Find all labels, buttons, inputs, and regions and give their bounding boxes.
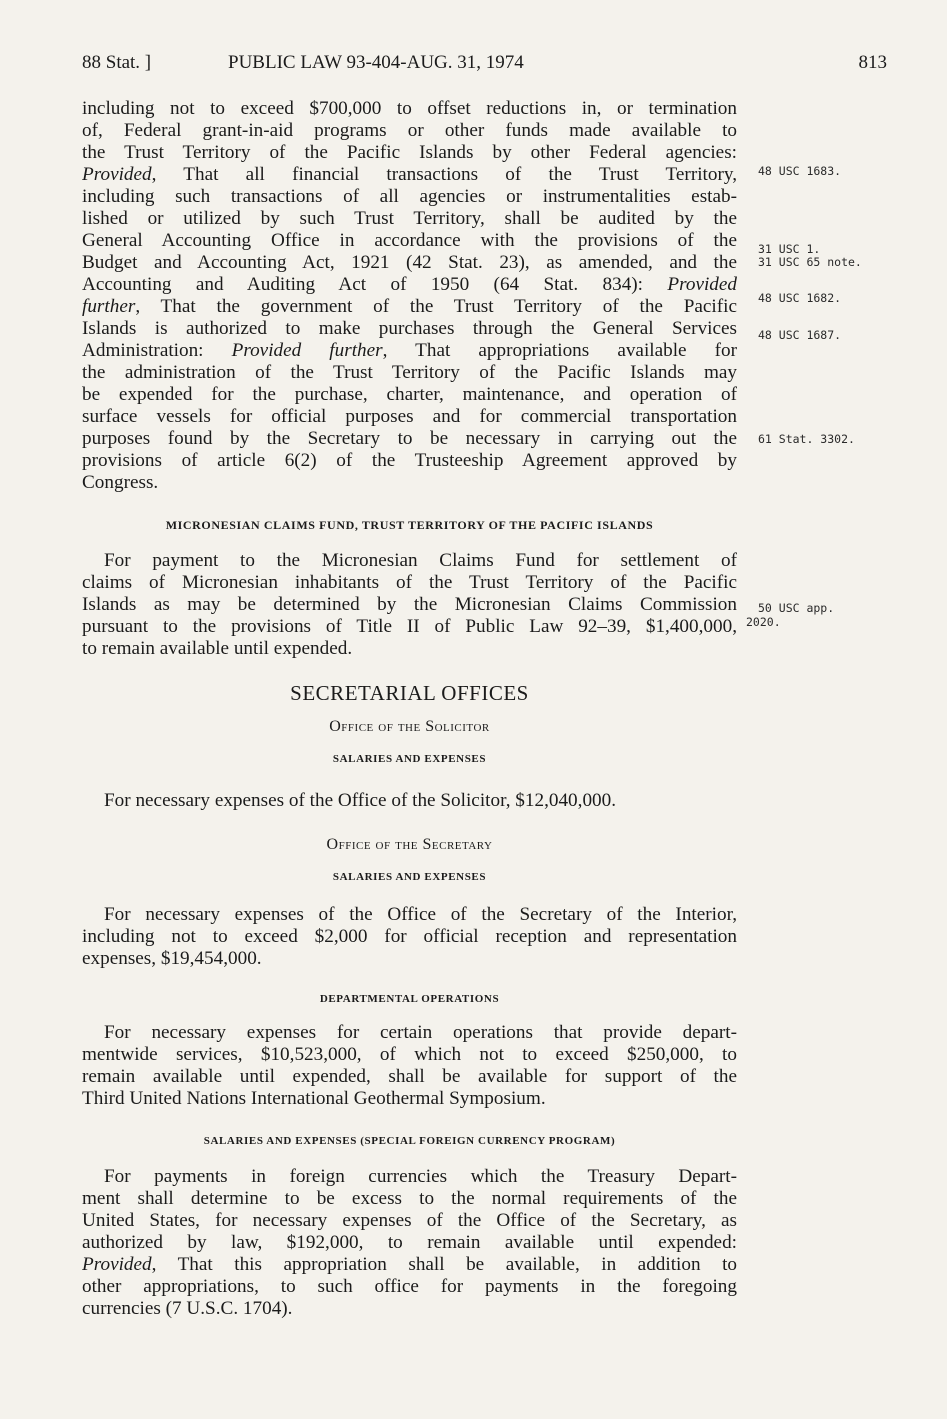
text-line: General Accounting Office in accordance with the provisions of the bbox=[82, 230, 737, 251]
italic-provided: Provided bbox=[82, 1254, 152, 1275]
text-line: including not to exceed $700,000 to offset reductions in, or termination bbox=[82, 98, 737, 119]
text-line: remain available until expended, shall be available for support of the bbox=[82, 1066, 737, 1087]
main-text bbox=[82, 98, 737, 1320]
office-of-solicitor-heading: Office of the Solicitor bbox=[329, 718, 490, 735]
margin-note-50usc: 50 USC app. bbox=[758, 601, 835, 615]
text-fragment: , That appropriations available for bbox=[382, 340, 737, 361]
text-fragment: Accounting and Auditing Act of 1950 (64 Stat. 834): bbox=[82, 274, 668, 295]
secretary-salaries-heading: SALARIES AND EXPENSES bbox=[332, 871, 487, 883]
micronesian-heading: MICRONESIAN CLAIMS FUND, TRUST TERRITORY OF THE PACIFIC ISLANDS bbox=[165, 518, 654, 532]
page-header bbox=[82, 52, 887, 82]
text-line bbox=[82, 296, 737, 318]
text-line: For necessary expenses of the Office of the Secretary of the Interior, bbox=[104, 904, 737, 925]
italic-further: further bbox=[82, 296, 136, 317]
text-line bbox=[82, 164, 737, 186]
text-line: purposes found by the Secretary to be necessary in carrying out the bbox=[82, 428, 737, 449]
margin-note-48usc1687: 48 USC 1687. bbox=[758, 328, 842, 342]
text-line: For necessary expenses of the Office of the Solicitor, $12,040,000. bbox=[104, 790, 617, 811]
margin-note-61stat3302: 61 Stat. 3302. bbox=[758, 432, 855, 446]
italic-provided: Provided bbox=[667, 274, 737, 295]
text-line bbox=[82, 340, 737, 362]
text-line bbox=[82, 274, 737, 296]
margin-note-2020: 2020. bbox=[746, 615, 781, 629]
text-line: expenses, $19,454,000. bbox=[82, 948, 262, 969]
foreign-currency-heading: SALARIES AND EXPENSES (SPECIAL FOREIGN CURRENCY PROGRAM) bbox=[203, 1135, 616, 1147]
text-line: mentwide services, $10,523,000, of which not to exceed $250,000, to bbox=[82, 1044, 737, 1065]
text-line: For payments in foreign currencies which the Treasury Depart- bbox=[104, 1166, 737, 1187]
foreign-currency-paragraph bbox=[82, 1166, 737, 1320]
header-title: PUBLIC LAW 93-404-AUG. 31, 1974 bbox=[228, 52, 524, 73]
text-line: For payment to the Micronesian Claims Fund for settlement of bbox=[104, 550, 737, 571]
text-line bbox=[82, 1254, 737, 1276]
text-line: currencies (7 U.S.C. 1704). bbox=[82, 1298, 293, 1319]
solicitor-paragraph bbox=[82, 790, 737, 812]
text-fragment: , That this appropriation shall be available, in addition to bbox=[151, 1254, 737, 1275]
secretarial-offices-heading: SECRETARIAL OFFICES bbox=[290, 681, 529, 705]
text-fragment: Administration: bbox=[82, 340, 232, 361]
text-fragment: , That all financial transactions of the Trust Territory, bbox=[151, 164, 737, 185]
text-line: to remain available until expended. bbox=[82, 638, 353, 659]
text-line: other appropriations, to such office for payments in the foregoing bbox=[82, 1276, 737, 1297]
solicitor-salaries-heading: SALARIES AND EXPENSES bbox=[332, 753, 487, 765]
margin-note-48usc1682: 48 USC 1682. bbox=[758, 291, 842, 305]
text-line: Islands as may be determined by the Micronesian Claims Commission bbox=[82, 594, 737, 615]
text-line: Congress. bbox=[82, 472, 159, 493]
text-line: Islands is authorized to make purchases through the General Services bbox=[82, 318, 737, 339]
header-statute: 88 Stat. ] bbox=[82, 52, 152, 73]
text-line: be expended for the purchase, charter, maintenance, and operation of bbox=[82, 384, 737, 405]
office-of-secretary-heading: Office of the Secretary bbox=[326, 836, 493, 853]
text-line: For necessary expenses for certain operations that provide depart- bbox=[104, 1022, 737, 1043]
margin-note-31usc1: 31 USC 1. bbox=[758, 242, 821, 256]
text-line: Third United Nations International Geothermal Symposium. bbox=[82, 1088, 546, 1109]
text-fragment: , That the government of the Trust Territory of the Pacific bbox=[135, 296, 737, 317]
text-line: surface vessels for official purposes and for commercial transportation bbox=[82, 406, 737, 427]
micronesian-paragraph bbox=[82, 550, 737, 660]
margin-note-31usc65: 31 USC 65 note. bbox=[758, 255, 862, 269]
text-line: of, Federal grant-in-aid programs or other funds made available to bbox=[82, 120, 737, 141]
text-line: the administration of the Trust Territory of the Pacific Islands may bbox=[82, 362, 737, 383]
page-number: 813 bbox=[858, 52, 887, 73]
text-line: United States, for necessary expenses of the Office of the Secretary, as bbox=[82, 1210, 737, 1231]
italic-provided-further: Provided further bbox=[231, 340, 383, 361]
text-line: lished or utilized by such Trust Territory, shall be audited by the bbox=[82, 208, 737, 229]
text-line: the Trust Territory of the Pacific Islands by other Federal agencies: bbox=[82, 142, 737, 163]
text-line: pursuant to the provisions of Title II of Public Law 92–39, $1,400,000, bbox=[82, 616, 737, 637]
text-line: authorized by law, $192,000, to remain available until expended: bbox=[82, 1232, 737, 1253]
italic-provided: Provided bbox=[82, 164, 152, 185]
text-line: Budget and Accounting Act, 1921 (42 Stat. 23), as amended, and the bbox=[82, 252, 737, 273]
text-line: provisions of article 6(2) of the Trusteeship Agreement approved by bbox=[82, 450, 737, 471]
text-line: claims of Micronesian inhabitants of the Trust Territory of the Pacific bbox=[82, 572, 737, 593]
opening-paragraph bbox=[82, 98, 737, 494]
secretary-paragraph bbox=[82, 904, 737, 970]
margin-note-48usc1683: 48 USC 1683. bbox=[758, 164, 842, 178]
departmental-operations-heading: DEPARTMENTAL OPERATIONS bbox=[319, 993, 500, 1005]
text-line: including such transactions of all agencies or instrumentalities estab- bbox=[82, 186, 737, 207]
departmental-paragraph bbox=[82, 1022, 737, 1110]
text-line: including not to exceed $2,000 for official reception and representation bbox=[82, 926, 737, 947]
text-line: ment shall determine to be excess to the normal requirements of the bbox=[82, 1188, 737, 1209]
